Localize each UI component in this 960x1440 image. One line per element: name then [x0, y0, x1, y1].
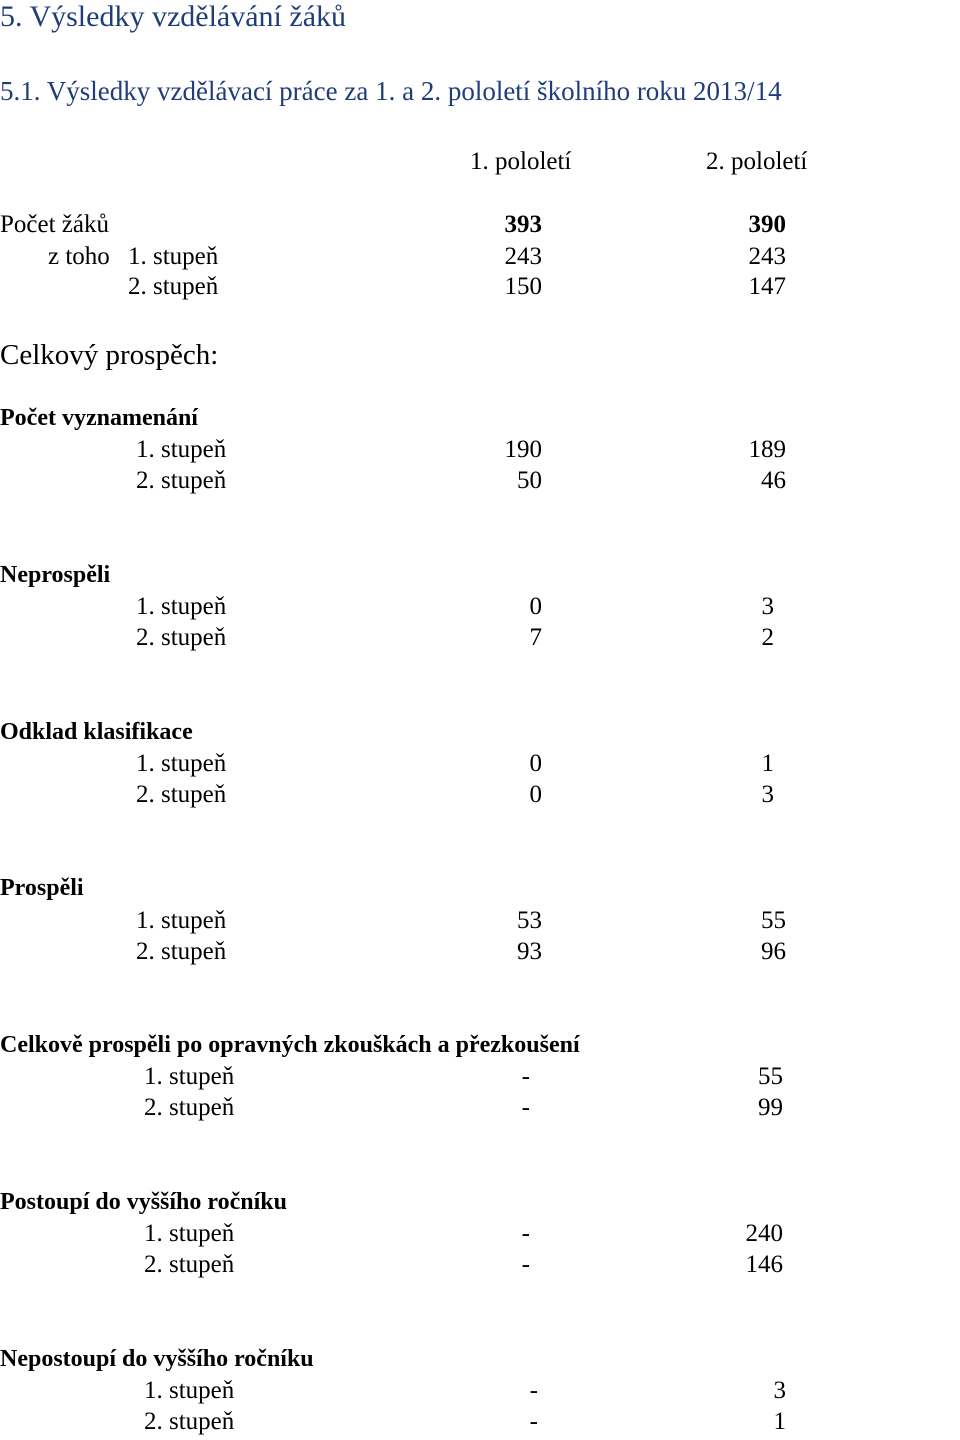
- students-grade2-second: 147: [748, 273, 786, 300]
- row-value-second: 1: [761, 750, 774, 777]
- overall-results-title: Celkový prospěch:: [0, 339, 219, 371]
- row-label: 1. stupeň: [136, 907, 227, 934]
- section-title: Počet vyznamenání: [0, 405, 198, 431]
- row-value-second: 240: [745, 1220, 783, 1247]
- row-value-first: -: [521, 1094, 530, 1121]
- row-value-first: 7: [529, 624, 542, 651]
- row-value-first: 0: [529, 750, 542, 777]
- section-title: Postoupí do vyššího ročníku: [0, 1189, 287, 1215]
- row-label: 1. stupeň: [136, 750, 227, 777]
- row-value-first: 53: [517, 907, 542, 934]
- row-value-first: 0: [529, 593, 542, 620]
- row-value-second: 189: [748, 436, 786, 463]
- of-which-label: z toho: [48, 243, 110, 270]
- section-title: Odklad klasifikace: [0, 719, 193, 745]
- row-value-second: 1: [773, 1408, 786, 1435]
- row-label: 2. stupeň: [136, 938, 227, 965]
- row-value-first: 190: [504, 436, 542, 463]
- row-label: 1. stupeň: [144, 1220, 235, 1247]
- students-grade1-second: 243: [748, 243, 786, 270]
- row-value-second: 3: [773, 1377, 786, 1404]
- row-value-first: -: [521, 1063, 530, 1090]
- row-value-first: -: [529, 1377, 538, 1404]
- students-total-first: 393: [504, 211, 542, 238]
- section-title: Prospěli: [0, 875, 84, 901]
- row-label: 1. stupeň: [144, 1377, 235, 1404]
- section-title: Nepostoupí do vyššího ročníku: [0, 1346, 314, 1372]
- row-label: 1. stupeň: [136, 436, 227, 463]
- students-total-second: 390: [748, 211, 786, 238]
- section-title: Celkově prospěli po opravných zkouškách a přezkoušení: [0, 1032, 580, 1058]
- column-header-second-term: 2. pololetí: [706, 148, 808, 175]
- students-grade1-label: 1. stupeň: [128, 243, 219, 270]
- row-value-second: 146: [745, 1251, 783, 1278]
- row-value-second: 55: [761, 907, 786, 934]
- students-grade2-first: 150: [504, 273, 542, 300]
- students-grade1-first: 243: [504, 243, 542, 270]
- column-header-first-term: 1. pololetí: [470, 148, 572, 175]
- row-value-second: 55: [758, 1063, 783, 1090]
- row-label: 2. stupeň: [144, 1408, 235, 1435]
- row-value-first: 93: [517, 938, 542, 965]
- row-value-first: 0: [529, 781, 542, 808]
- students-grade2-label: 2. stupeň: [128, 273, 219, 300]
- row-value-first: -: [529, 1408, 538, 1435]
- row-label: 2. stupeň: [144, 1251, 235, 1278]
- row-value-second: 99: [758, 1094, 783, 1121]
- section-subtitle: 5.1. Výsledky vzdělávací práce za 1. a 2. pololetí školního roku 2013/14: [0, 76, 782, 106]
- row-label: 2. stupeň: [144, 1094, 235, 1121]
- row-label: 1. stupeň: [144, 1063, 235, 1090]
- row-value-second: 2: [761, 624, 774, 651]
- page-title: 5. Výsledky vzdělávání žáků: [0, 0, 347, 33]
- row-value-first: 50: [517, 467, 542, 494]
- row-value-second: 3: [761, 781, 774, 808]
- row-label: 2. stupeň: [136, 781, 227, 808]
- students-count-label: Počet žáků: [0, 211, 109, 238]
- row-label: 2. stupeň: [136, 624, 227, 651]
- row-value-second: 96: [761, 938, 786, 965]
- row-label: 2. stupeň: [136, 467, 227, 494]
- row-value-second: 46: [761, 467, 786, 494]
- row-label: 1. stupeň: [136, 593, 227, 620]
- row-value-first: -: [521, 1251, 530, 1278]
- section-title: Neprospěli: [0, 562, 111, 588]
- row-value-second: 3: [761, 593, 774, 620]
- row-value-first: -: [521, 1220, 530, 1247]
